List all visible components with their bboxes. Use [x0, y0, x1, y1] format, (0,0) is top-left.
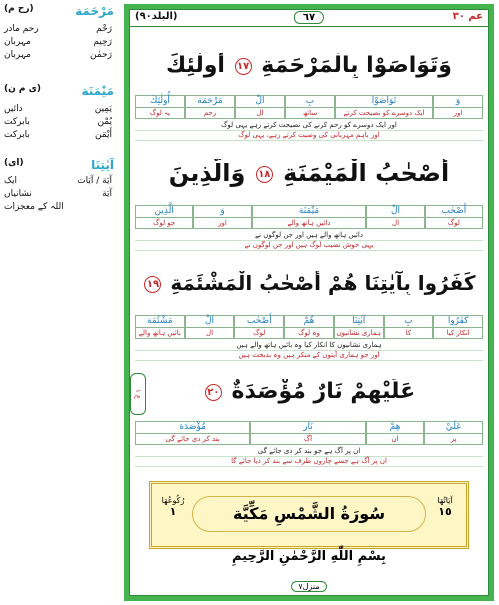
bismillah: بِسْمِ اللّٰهِ الرَّحْمٰنِ الرَّحِيمِ [232, 549, 386, 564]
surah-header [149, 481, 469, 549]
root-glossary [0, 0, 118, 605]
ruku-marker: ع ١ [130, 373, 146, 415]
glossary-head-1: مَرْحَمَة [75, 4, 114, 18]
glossary-row: اللہ کے معجزات [4, 202, 64, 212]
verse-line-3: كَفَرُوا بِآيٰتِنَا هُمْ أَصْحٰبُ الْمَشْئَمَةِ ١٩ [135, 271, 483, 295]
ayat-count: آيَاتُهَا ١٥ [437, 496, 453, 518]
page-header [129, 9, 489, 27]
surah-title: سُورَةُ الشَّمْسِ مَكِّيَّة [192, 496, 426, 532]
glossary-head-3: آيٰتِنَا [91, 158, 114, 172]
glossary-row: يَمِين دائیں [4, 104, 112, 114]
translation-line: ہماری نشانیوں کا انکار کیا وہ بائیں ہاتھ والے ہیں [135, 340, 483, 351]
glossary-row: يُمْن بابرکت [4, 117, 112, 127]
verse-line-4: عَلَيْهِمْ نَارٌ مُؤْصَدَةٌ ٢٠ [135, 379, 483, 404]
surah-ref: (البلد٩٠) [135, 11, 178, 22]
ruku-count: رُكُوعُهَا ١ [161, 496, 185, 518]
word-table-4: عَلَيْ پر هِمْ ان نَار آگ مُؤْصَدَة بند کر دی جائے گی [135, 421, 483, 445]
translation-line: ان پر آگ ہے جسے چاروں طرف سے بند کر دیا جائے گا [135, 456, 483, 467]
word-table-3: كَفَرُوا انکار کیا بِ کا آيٰتِنَا ہماری نشانیوں هُمْ وہ لوگ أَصْحٰب لوگ الْ ال مَشْئَمَة بائیں ہاتھ والے [135, 315, 483, 339]
translation-line: اور ایک دوسرے کو رحم کرنے کی نصیحت کرتے رہے یہی لوگ [135, 120, 483, 131]
verse-number: ١٨ [256, 166, 273, 183]
glossary-root-3: (ای) [4, 158, 24, 168]
manzil-label: منزل٧ [291, 581, 326, 592]
glossary-row: رَحْم رحم مادر [4, 24, 112, 34]
word-table-2: أَصْحٰب لوگ الْ ال مَيْمَنَة دائیں ہاتھ والے وَ اور الَّذِين جو لوگ [135, 205, 483, 229]
glossary-root-2: (ی م ن) [4, 84, 42, 94]
glossary-row: رَحمٰن مہربان [4, 50, 112, 60]
glossary-row: آيَة نشانیاں [4, 189, 112, 199]
verse-number: ١٧ [235, 58, 252, 75]
page-footer [129, 582, 489, 596]
page-number: ٦٧ [294, 11, 324, 24]
juz-label: عم ٣٠ [452, 11, 483, 22]
translation-line: ان پر آگ ہے جو بند کر دی جائے گی [135, 446, 483, 457]
glossary-row: أَيْمَن بابرکت [4, 130, 112, 140]
glossary-head-2: مَيْمَنَة [81, 84, 114, 98]
glossary-row: آيَة / آيَات ایک [4, 176, 112, 186]
glossary-root-1: (رح م) [4, 4, 34, 14]
glossary-row: رَحِيم مہربان [4, 37, 112, 47]
translation-line: دائیں ہاتھ والے ہیں اور جن لوگوں نے [135, 230, 483, 241]
verse-line-2: أَصْحٰبُ الْمَيْمَنَةِ ١٨ وَالَّذِينَ [168, 159, 450, 187]
verse-number: ٢٠ [205, 384, 222, 401]
verse-line-1: وَتَوَاصَوْا بِالْمَرْحَمَةِ ١٧ أُولٰئِكَ [166, 53, 452, 78]
translation-line: یہی خوش نصیب لوگ ہیں اور جن لوگوں نے [135, 240, 483, 251]
translation-line: اور باہم مہربانی کی وصیت کرتے رہے، یہی لوگ [135, 130, 483, 141]
word-table-1: وَ اور تَوَاصَوْا ایک دوسرے کو نصیحت کرتے بِ ساتھ الْ ال مَرْحَمَة رحم أُولٰئِكَ یہ لوگ [135, 95, 483, 119]
verse-number: ١٩ [144, 276, 161, 293]
quran-page [124, 4, 494, 601]
translation-line: اور جو ہماری آیتوں کے منکر ہیں وہ بدبخت ہیں [135, 350, 483, 361]
